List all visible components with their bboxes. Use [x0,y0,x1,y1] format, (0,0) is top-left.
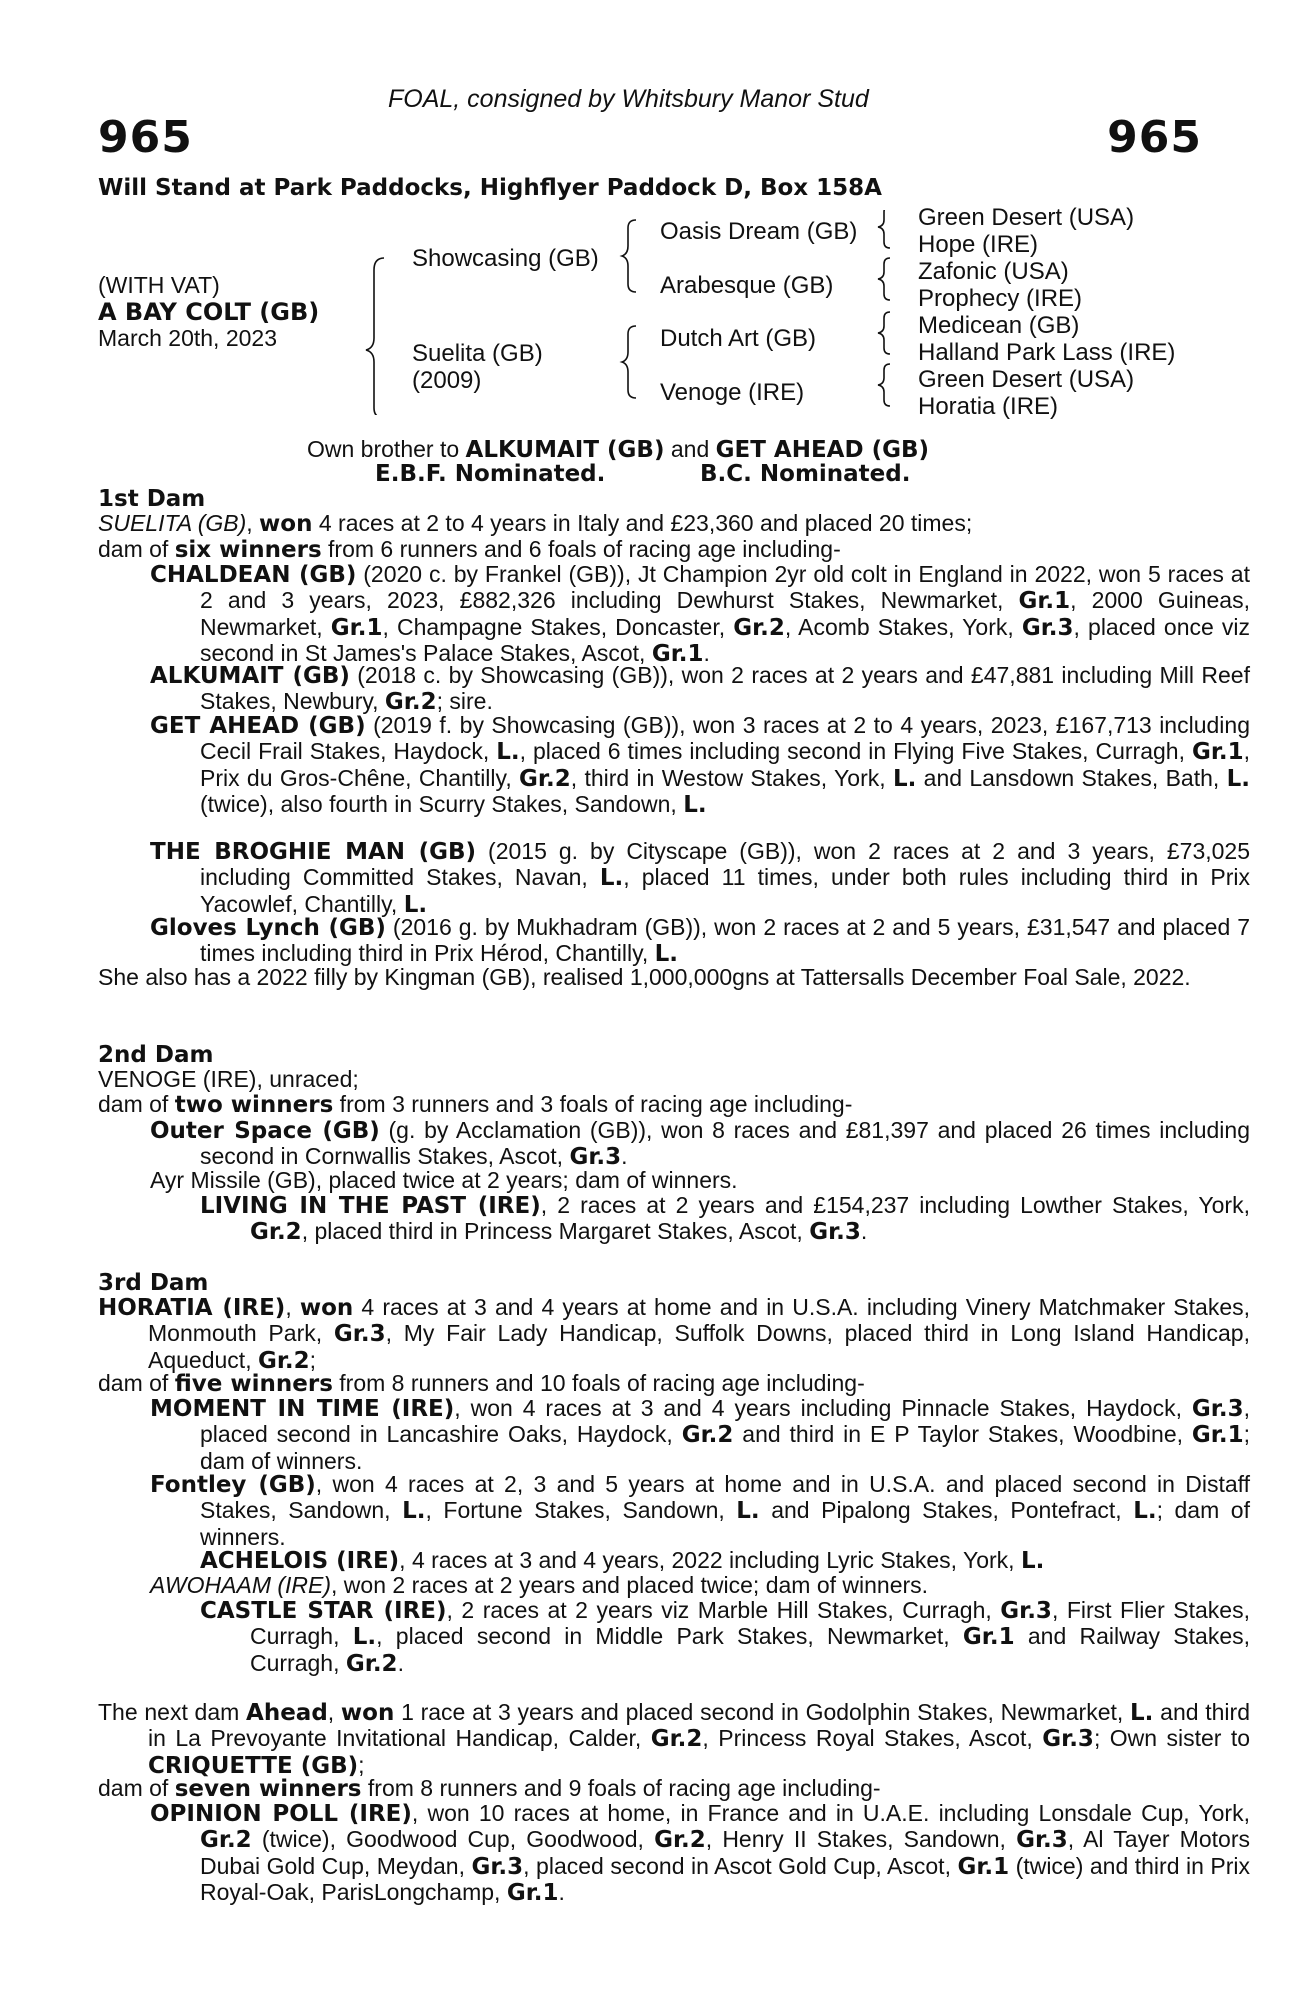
consignor-line: FOAL, consigned by Whitsbury Manor Stud [388,85,869,113]
text-fragment: . [558,1878,565,1905]
progeny-name: Outer Space (GB) [150,1118,380,1144]
text-fragment: , won 4 races at 3 and 4 years including Pinnacle Stakes, Haydock, [454,1395,1192,1421]
damof-count: seven winners [174,1776,362,1802]
text-fragment: . [703,639,710,666]
sire-brace [622,220,636,292]
grade-marker: L. [892,765,917,792]
pedigree-dam: Suelita (GB) [412,340,543,367]
grade-marker: Gr.3 [1191,1396,1244,1422]
next-dam-summary [98,1700,1250,1779]
pedigree-g6: Halland Park Lass (IRE) [918,339,1176,366]
own-brother-name-2: GET AHEAD (GB) [715,437,930,463]
text-fragment: , placed second in Ascot Gold Cup, Ascot, [523,1852,958,1879]
lot-number-right: 965 [1107,112,1202,163]
text-fragment: , placed 11 times, under both rules including third in Prix Yacowlef, Chantilly, [200,864,1250,917]
damof-prefix: dam of [98,1370,175,1396]
dam1-heading: 1st Dam [98,486,206,512]
text-fragment: (2018 c. by Showcasing (GB)), won 2 races at 2 years and £47,881 including Mill Reef Stakes, Newbury, [200,662,1250,715]
text-fragment: , won 2 races at 2 years and placed twice; dam of winners. [331,1572,929,1598]
damof-count: six winners [174,537,322,564]
grade-marker: L. [1130,1700,1154,1726]
progeny-name: GET AHEAD (GB) [150,713,366,739]
text-fragment: (2019 f. by Showcasing (GB)), won 3 races at 2 to 4 years, 2023, £167,713 including Cecil Frail Stakes, Haydock, [200,712,1250,765]
horse-dob: March 20th, 2023 [98,325,278,351]
dam2-progeny-2: Ayr Missile (GB), placed twice at 2 years; dam of winners. [150,1167,738,1193]
text-fragment: , won 10 races at home, in France and in U.A.E. including Lonsdale Cup, York, [411,1800,1250,1826]
text-fragment: , 2 races at 2 years viz Marble Hill Stakes, Curragh, [446,1597,1001,1623]
grade-marker: Gr.1 [1191,739,1244,766]
dam1-progeny-5 [150,915,1250,968]
pedigree-g2: Hope (IRE) [918,231,1039,258]
text-fragment: , won 4 races at 2, 3 and 5 years at home and in U.S.A. and placed second in Distaff Stakes, Sandown, [200,1471,1250,1524]
progeny-name: CHALDEAN (GB) [150,562,357,588]
progeny-name: THE BROGHIE MAN (GB) [150,839,477,865]
grade-marker: Gr.2 [519,765,571,792]
damof-count: two winners [174,1092,334,1119]
progeny-name: ALKUMAIT (GB) [150,663,350,689]
text-fragment: , First Flier Stakes, Curragh, [250,1597,1250,1650]
text-fragment: The next dam [98,1699,247,1725]
grade-marker: Gr.1 [962,1624,1015,1651]
lot-number-left: 965 [98,112,193,163]
text-fragment: . [621,1143,628,1170]
dam1-line-rest: 4 races at 2 to 4 years in Italy and £23,360 and placed 20 times; [312,510,973,536]
pedigree-dam-sire: Dutch Art (GB) [660,325,817,352]
damof-prefix: dam of [98,536,175,563]
damof-rest: from 6 runners and 6 foals of racing age including- [321,536,841,563]
text-fragment: and Railway Stakes, Curragh, [250,1623,1250,1676]
pedigree-g7: Green Desert (USA) [918,366,1135,393]
text-fragment: , Prix du Gros-Chêne, Chantilly, [200,738,1251,791]
location-line: Will Stand at Park Paddocks, Highflyer Paddock D, Box 158A [98,175,882,201]
text-fragment: (twice), also fourth in Scurry Stakes, Sandown, [200,790,684,817]
grade-marker: L. [403,891,428,918]
text-fragment: ; Own sister to [1093,1725,1251,1752]
dam1-won: won [259,511,313,537]
vat-note: (WITH VAT) [98,272,220,298]
grade-marker: Gr.2 [257,1347,310,1374]
progeny-name: CASTLE STAR (IRE) [200,1598,447,1624]
damof-rest: from 3 runners and 3 foals of racing age including- [333,1091,853,1118]
dam2-progeny-3 [200,1193,1250,1246]
grade-marker: Gr.2 [250,1219,302,1246]
grade-marker: Gr.3 [1021,614,1074,641]
dam3-progeny-3 [200,1548,1200,1574]
text-fragment: ; [309,1346,317,1373]
text-fragment: , 2000 Guineas, Newmarket, [200,587,1250,640]
text-fragment: , placed second in Middle Park Stakes, Newmarket, [376,1623,963,1650]
grade-marker: Gr.2 [654,1827,706,1854]
text-fragment: , Acomb Stakes, York, [784,613,1022,640]
dam1-summary [98,511,1200,564]
grade-marker: L. [599,865,624,892]
text-fragment: , 4 races at 3 and 4 years, 2022 including Lyric Stakes, York, [399,1547,1021,1573]
grade-marker: Gr.2 [200,1827,252,1854]
next-dam-damof [98,1776,1200,1802]
text-fragment: (twice) and third in Prix Royal-Oak, ParisLongchamp, [200,1852,1250,1905]
damof-prefix: dam of [98,1091,175,1118]
text-fragment: (2020 c. by Frankel (GB)), Jt Champion 2yr old colt in England in 2022, won 5 races at 2 and 3 years, 2023, £882,326 including Dewhurst Stakes, Newmarket, [200,561,1250,614]
text-fragment: and Lansdown Stakes, Bath, [916,764,1227,791]
damof-prefix: dam of [98,1775,175,1801]
grade-marker: L. [1226,765,1251,792]
dam2-progeny-1 [150,1118,1250,1171]
dam2-heading: 2nd Dam [98,1042,214,1068]
dam3-damof [98,1371,1200,1397]
dam3-progeny-1 [150,1396,1250,1474]
text-fragment: (twice), Goodwood Cup, Goodwood, [251,1826,655,1853]
bc-nominated: B.C. Nominated. [700,461,911,487]
text-fragment: ; dam of winners. [200,1497,1250,1550]
dam3-name: HORATIA (IRE) [98,1295,286,1321]
next-dam-sister: CRIQUETTE (GB) [148,1752,359,1779]
text-fragment: . [860,1218,868,1245]
grade-marker: L. [352,1624,377,1651]
text-fragment: (2016 g. by Mukhadram (GB)), won 2 races at 2 and 5 years, £31,547 and placed 7 times including third in Prix Hérod, Chantilly, [200,914,1251,967]
pedigree-g3: Zafonic (USA) [918,258,1069,285]
pedigree-g4: Prophecy (IRE) [918,285,1083,312]
own-brother-and: and [664,436,716,462]
dam2-summary [98,1067,1200,1119]
damof-count: five winners [174,1371,333,1397]
grade-marker: L. [496,739,520,766]
grade-marker: L. [736,1498,760,1525]
pedigree-g5: Medicean (GB) [918,312,1080,339]
dam1-damof [98,537,1200,563]
grade-marker: Gr.3 [569,1144,622,1171]
text-fragment: and third in La Prevoyante Invitational Handicap, Calder, [148,1699,1250,1752]
ebf-nominated: E.B.F. Nominated. [375,461,606,487]
progeny-name: AWOHAAM (IRE) [150,1572,332,1598]
grade-marker: L. [654,941,679,968]
pedigree-g8: Horatia (IRE) [918,393,1059,420]
grade-marker: L. [402,1498,426,1525]
g-brace-2 [878,258,890,300]
own-brother-prefix: Own brother to [307,436,466,462]
text-fragment: ; dam of winners. [200,1421,1250,1474]
text-fragment: and Pipalong Stakes, Pontefract, [759,1497,1134,1524]
pedigree-dam-dam: Venoge (IRE) [660,379,805,406]
dam1-line: SUELITA (GB), won 4 races at 2 to 4 years in Italy and £23,360 and placed 20 times; [98,510,973,537]
grade-marker: Gr.1 [506,1879,559,1906]
grade-marker: Gr.3 [333,1321,386,1348]
next-dam-won: won [340,1700,395,1726]
grade-marker: Gr.2 [733,614,785,641]
grade-marker: Gr.3 [1042,1726,1094,1753]
pedigree-sire-dam: Arabesque (GB) [660,272,834,299]
grade-marker: Gr.1 [957,1853,1010,1880]
dam-brace [622,326,636,398]
text-fragment: , 2 races at 2 years and £154,237 including Lowther Stakes, York, [540,1192,1250,1218]
pedigree-dam-year: (2009) [412,367,482,394]
horse-name: A BAY COLT (GB) [98,298,320,326]
grade-marker: Gr.1 [1018,588,1071,615]
text-fragment: 1 race at 3 years and placed second in Godolphin Stakes, Newmarket, [394,1699,1131,1725]
own-brother-name-1: ALKUMAIT (GB) [465,437,665,463]
grade-marker: Gr.3 [471,1853,524,1880]
text-fragment: , placed once viz second in St James's Palace Stakes, Ascot, [200,613,1250,666]
progeny-name: LIVING IN THE PAST (IRE) [200,1193,541,1219]
text-fragment: , placed 6 times including second in Flying Five Stakes, Curragh, [519,738,1192,765]
text-fragment: (g. by Acclamation (GB)), won 8 races and £81,397 and placed 26 times including second in Cornwallis Stakes, Ascot, [200,1117,1250,1170]
dam1-progeny-1 [150,562,1250,667]
grade-marker: Gr.1 [651,640,704,667]
grade-marker: Gr.2 [650,1726,703,1753]
progeny-name: OPINION POLL (IRE) [150,1801,412,1827]
grade-marker: Gr.2 [384,689,437,716]
grade-marker: L. [683,791,707,818]
dam3-summary: HORATIA (IRE), won 4 races at 3 and 4 years at home and in U.S.A. including Vinery Matchmaker Stakes, Monmouth Park, Gr.3, My Fair Lady Handicap, Suffolk Downs, placed third in Long Island Handicap, Aqueduct, Gr.2; [98,1294,1251,1374]
g-brace-1 [878,210,890,248]
text-fragment: 4 races at 3 and 4 years at home and in U.S.A. including Vinery Matchmaker Stakes, Monmouth Park, [148,1294,1251,1347]
text-fragment: , placed third in Princess Margaret Stakes, Ascot, [301,1218,810,1245]
dam3-progeny-5 [200,1598,1250,1677]
grade-marker: Gr.3 [809,1219,861,1246]
text-fragment: , placed second in Lancashire Oaks, Haydock, [200,1395,1250,1448]
dam2-line: VENOGE (IRE), unraced; [98,1066,359,1092]
next-dam-name: Ahead [246,1700,328,1726]
grade-marker: Gr.2 [681,1422,734,1449]
dam1-progeny-2 [150,663,1250,716]
damof-rest: from 8 runners and 9 foals of racing age including- [361,1775,881,1801]
grade-marker: L. [1020,1548,1045,1574]
pedigree-sire: Showcasing (GB) [412,245,599,272]
dam1-also-note: She also has a 2022 filly by Kingman (GB), realised 1,000,000gns at Tattersalls December Foal Sale, 2022. [98,964,1191,990]
dam3-progeny-4 [150,1573,1200,1598]
text-fragment: , My Fair Lady Handicap, Suffolk Downs, placed third in Long Island Handicap, Aqueduct, [148,1320,1250,1373]
text-fragment: , third in Westow Stakes, York, [570,764,893,791]
dam1-progeny-4 [150,839,1250,918]
text-fragment: , Champagne Stakes, Doncaster, [382,613,734,640]
pedigree-sire-sire: Oasis Dream (GB) [660,218,858,245]
text-fragment: (2015 g. by Cityscape (GB)), won 2 races at 2 and 3 years, £73,025 including Committed Stakes, Navan, [200,838,1250,891]
progeny-name: ACHELOIS (IRE) [200,1548,400,1574]
pedigree-g1: Green Desert (USA) [918,204,1135,231]
text-fragment: and third in E P Taylor Stakes, Woodbine, [733,1421,1192,1448]
progeny-name: Fontley (GB) [150,1472,316,1498]
text-fragment: , [327,1699,341,1725]
dam2-damof [98,1092,1200,1118]
text-fragment: , Fortune Stakes, Sandown, [425,1497,737,1524]
dam3-progeny-2 [150,1472,1250,1550]
grade-marker: Gr.2 [345,1650,398,1677]
damof-rest: from 8 runners and 10 foals of racing age including- [332,1370,865,1396]
own-brother-line [307,436,929,463]
text-fragment: ; sire. [436,688,493,715]
grade-marker: Gr.3 [1000,1598,1052,1624]
grade-marker: Gr.3 [1016,1827,1068,1854]
g-brace-3 [878,312,890,354]
grade-marker: Gr.1 [1191,1422,1244,1449]
dam1-progeny-3 [150,713,1250,818]
dam3-heading: 3rd Dam [98,1270,209,1296]
progeny-name: Gloves Lynch (GB) [150,915,386,941]
dam1-name: SUELITA (GB) [98,510,247,536]
next-dam-progeny-1 [150,1801,1250,1906]
text-fragment: , Al Tayer Motors Dubai Gold Cup, Meydan, [200,1826,1250,1879]
grade-marker: Gr.1 [330,614,383,641]
text-fragment: ; [358,1751,365,1778]
g-brace-4 [878,364,890,406]
sire-dam-brace [366,258,384,415]
grade-marker: L. [1133,1498,1157,1525]
progeny-name: MOMENT IN TIME (IRE) [150,1396,455,1422]
text-fragment: , Henry II Stakes, Sandown, [705,1826,1017,1853]
dam3-won: won [299,1295,354,1321]
text-fragment: . [397,1649,404,1676]
text-fragment: , Princess Royal Stakes, Ascot, [702,1725,1043,1752]
